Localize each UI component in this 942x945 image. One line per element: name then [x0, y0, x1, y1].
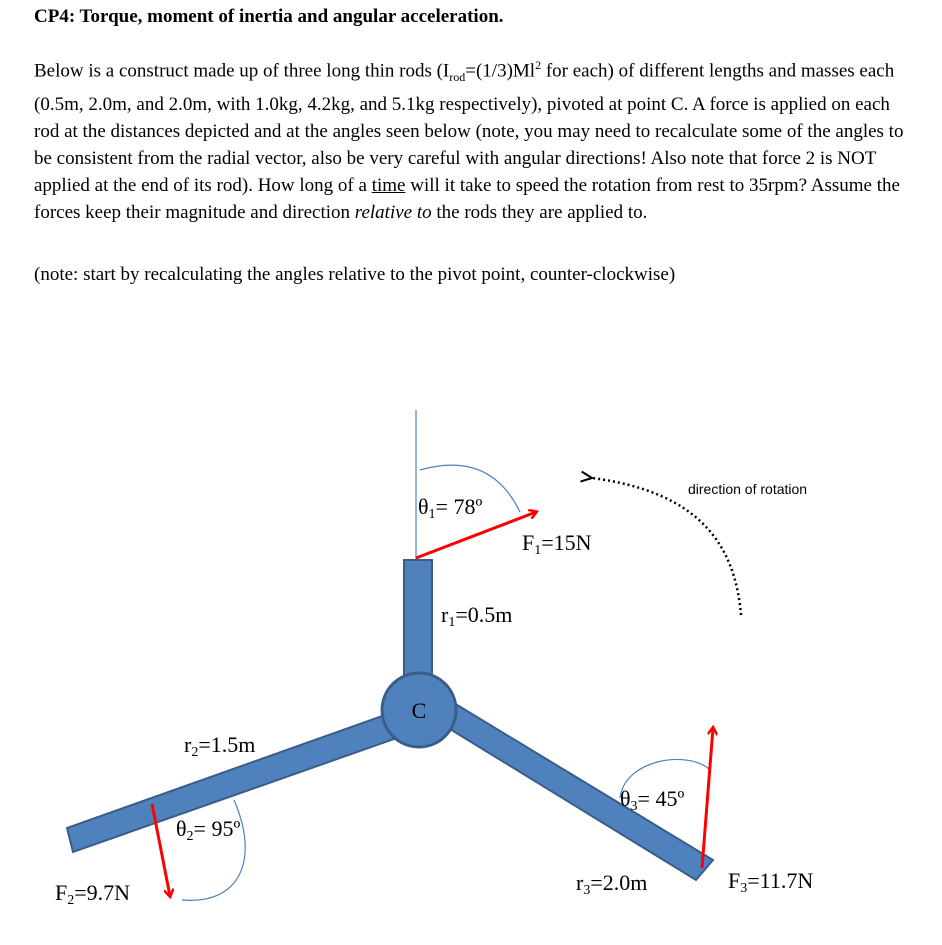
r1-label: r1=0.5m — [441, 602, 513, 630]
theta1-label: θ1= 78º — [418, 494, 483, 522]
statement-part-2: =(1/3)Ml — [465, 60, 536, 82]
statement-part-1: Below is a construct made up of three long thin rods (I — [34, 60, 450, 82]
problem-note: (note: start by recalculating the angles relative to the pivot point, counter-clockwise) — [34, 264, 676, 285]
theta3-label: θ3= 45º — [620, 786, 685, 814]
statement-part-7: the rods they are applied to. — [431, 202, 648, 224]
statement-part-5: will it take to speed the rotation from rest to 35rpm? Assume the forces keep their magnitude and direction — [34, 175, 900, 224]
force2-label: F2=9.7N — [55, 880, 131, 908]
statement-underlined-time: time — [371, 175, 406, 197]
rotation-direction-arrow — [592, 478, 741, 615]
rod-1 — [404, 560, 432, 690]
r3-label: r3=2.0m — [576, 870, 648, 898]
statement-sub-rod: rod — [449, 70, 466, 85]
statement-sup-2: 2 — [535, 58, 542, 72]
problem-title: CP4: Torque, moment of inertia and angular acceleration. — [34, 6, 504, 27]
statement-part-3: for each) of different lengths and masses each (0.5m, 2.0m, and 2.0m, with 1.0kg, 4.2kg, and 5.1kg respectively), pivoted at point C. A force is applied on each rod at the distances depicted and at the angles seen below (note, you may need to recalculate some of the angles to be consistent from the radial vector, also be very careful with angular directions! Also note that force 2 is NOT applied at the end of its rod). How long of a — [34, 60, 904, 197]
rotation-direction-label: direction of rotation — [688, 481, 808, 497]
statement-italic-relative: relative to — [354, 202, 432, 224]
r2-label: r2=1.5m — [184, 732, 256, 760]
force3-label: F3=11.7N — [728, 868, 814, 896]
pivot-label: C — [411, 698, 427, 723]
theta2-label: θ2= 95º — [176, 816, 241, 844]
force3-arrow — [702, 728, 713, 868]
force1-label: F1=15N — [522, 530, 592, 558]
